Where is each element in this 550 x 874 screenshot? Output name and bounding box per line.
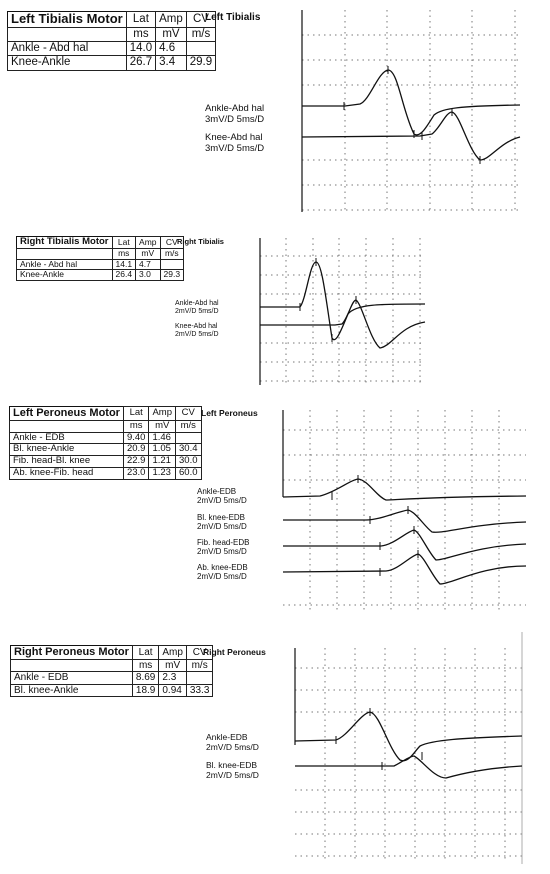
table-title: Right Peroneus Motor [11, 646, 133, 660]
unit-ms: ms [132, 659, 158, 672]
cv-cell: 29.3 [160, 270, 184, 281]
grid-right-peroneus [295, 632, 522, 864]
table-title: Right Tibialis Motor [17, 237, 113, 249]
lat-cell: 22.9 [123, 456, 149, 468]
grid-left-tibialis [302, 10, 520, 212]
trace-label-4: Ab. knee-EDB 2mV/D 5ms/D [197, 563, 248, 582]
unit-mv: mV [156, 27, 187, 41]
lat-cell: 26.7 [126, 56, 155, 70]
trace-label-2: Knee-Abd hal 2mV/D 5ms/D [175, 323, 219, 339]
lat-cell: 20.9 [123, 444, 149, 456]
unit-ms-speed: m/s [186, 27, 215, 41]
unit-ms: ms [126, 27, 155, 41]
unit-ms: ms [112, 248, 136, 259]
table-title: Left Tibialis Motor [8, 12, 127, 28]
table-title: Left Peroneus Motor [10, 407, 124, 421]
trace-label-2: Bl. knee-EDB 2mV/D 5ms/D [197, 513, 247, 532]
site-cell: Ab. knee-Fib. head [10, 468, 124, 480]
lat-cell: 18.9 [132, 684, 158, 697]
col-header-amp: Amp [136, 237, 160, 249]
lat-cell: 23.0 [123, 468, 149, 480]
graph-title: Right Peroneus [203, 647, 266, 657]
cv-cell: 30.0 [176, 456, 202, 468]
col-header-lat: Lat [123, 407, 149, 421]
col-header-lat: Lat [132, 646, 158, 660]
amp-cell: 4.6 [156, 42, 187, 56]
trace-left-peroneus-blknee [283, 510, 526, 532]
col-header-cv: CV [186, 12, 215, 28]
col-header-cv: CV [186, 646, 212, 660]
site-cell: Ankle - Abd hal [17, 259, 113, 270]
amp-cell: 3.0 [136, 270, 160, 281]
graph-title: Right Tibialis [177, 237, 224, 246]
col-header-cv: CV [160, 237, 184, 249]
site-cell: Bl. knee-Ankle [10, 444, 124, 456]
col-header-lat: Lat [112, 237, 136, 249]
site-cell: Knee-Ankle [17, 270, 113, 281]
cv-cell: 60.0 [176, 468, 202, 480]
unit-mv: mV [159, 659, 187, 672]
cv-cell: 30.4 [176, 444, 202, 456]
amp-cell: 1.05 [149, 444, 176, 456]
amp-cell: 3.4 [156, 56, 187, 70]
trace-label-2: Knee-Abd hal 3mV/D 5ms/D [205, 132, 265, 155]
site-cell: Knee-Ankle [8, 56, 127, 70]
amp-cell: 2.3 [159, 672, 187, 685]
cv-cell: 33.3 [186, 684, 212, 697]
trace-left-peroneus-fibhead [283, 530, 526, 560]
grid-right-tibialis [260, 238, 425, 385]
col-header-cv: CV [176, 407, 202, 421]
trace-label-1: Ankle-Abd hal 3mV/D 5ms/D [205, 103, 265, 126]
trace-left-peroneus-abknee [283, 554, 526, 584]
amp-cell: 1.23 [149, 468, 176, 480]
unit-ms-speed: m/s [186, 659, 212, 672]
col-header-lat: Lat [126, 12, 155, 28]
site-cell: Ankle - EDB [10, 432, 124, 444]
cv-cell: 29.9 [186, 56, 215, 70]
site-cell: Ankle - Abd hal [8, 42, 127, 56]
col-header-amp: Amp [149, 407, 176, 421]
trace-label-1: Ankle-Abd hal 2mV/D 5ms/D [175, 300, 219, 316]
trace-left-tibialis-ankle [302, 70, 520, 135]
trace-label-1: Ankle-EDB 2mV/D 5ms/D [197, 487, 247, 506]
trace-left-peroneus-ankle [283, 479, 526, 500]
graph-title: Left Tibialis [205, 12, 261, 23]
lat-cell: 9.40 [123, 432, 149, 444]
unit-ms-speed: m/s [160, 248, 184, 259]
site-cell: Fib. head-Bl. knee [10, 456, 124, 468]
col-header-amp: Amp [156, 12, 187, 28]
unit-mv: mV [136, 248, 160, 259]
lat-cell: 8.69 [132, 672, 158, 685]
site-cell: Ankle - EDB [11, 672, 133, 685]
amp-cell: 1.21 [149, 456, 176, 468]
amp-cell: 4.7 [136, 259, 160, 270]
lat-cell: 14.0 [126, 42, 155, 56]
trace-left-tibialis-knee [302, 112, 520, 160]
amp-cell: 0.94 [159, 684, 187, 697]
graph-title: Left Peroneus [201, 408, 258, 418]
lat-cell: 14.1 [112, 259, 136, 270]
amp-cell: 1.46 [149, 432, 176, 444]
lat-cell: 26.4 [112, 270, 136, 281]
unit-mv: mV [149, 420, 176, 432]
trace-label-1: Ankle-EDB 2mV/D 5ms/D [206, 732, 259, 753]
site-cell: Bl. knee-Ankle [11, 684, 133, 697]
unit-ms: ms [123, 420, 149, 432]
trace-label-3: Fib. head-EDB 2mV/D 5ms/D [197, 538, 250, 557]
unit-ms-speed: m/s [176, 420, 202, 432]
trace-right-peroneus-ankle [295, 712, 522, 761]
col-header-amp: Amp [159, 646, 187, 660]
trace-label-2: Bl. knee-EDB 2mV/D 5ms/D [206, 760, 259, 781]
grid-left-peroneus [283, 410, 526, 612]
trace-right-tibialis-ankle [260, 262, 425, 340]
